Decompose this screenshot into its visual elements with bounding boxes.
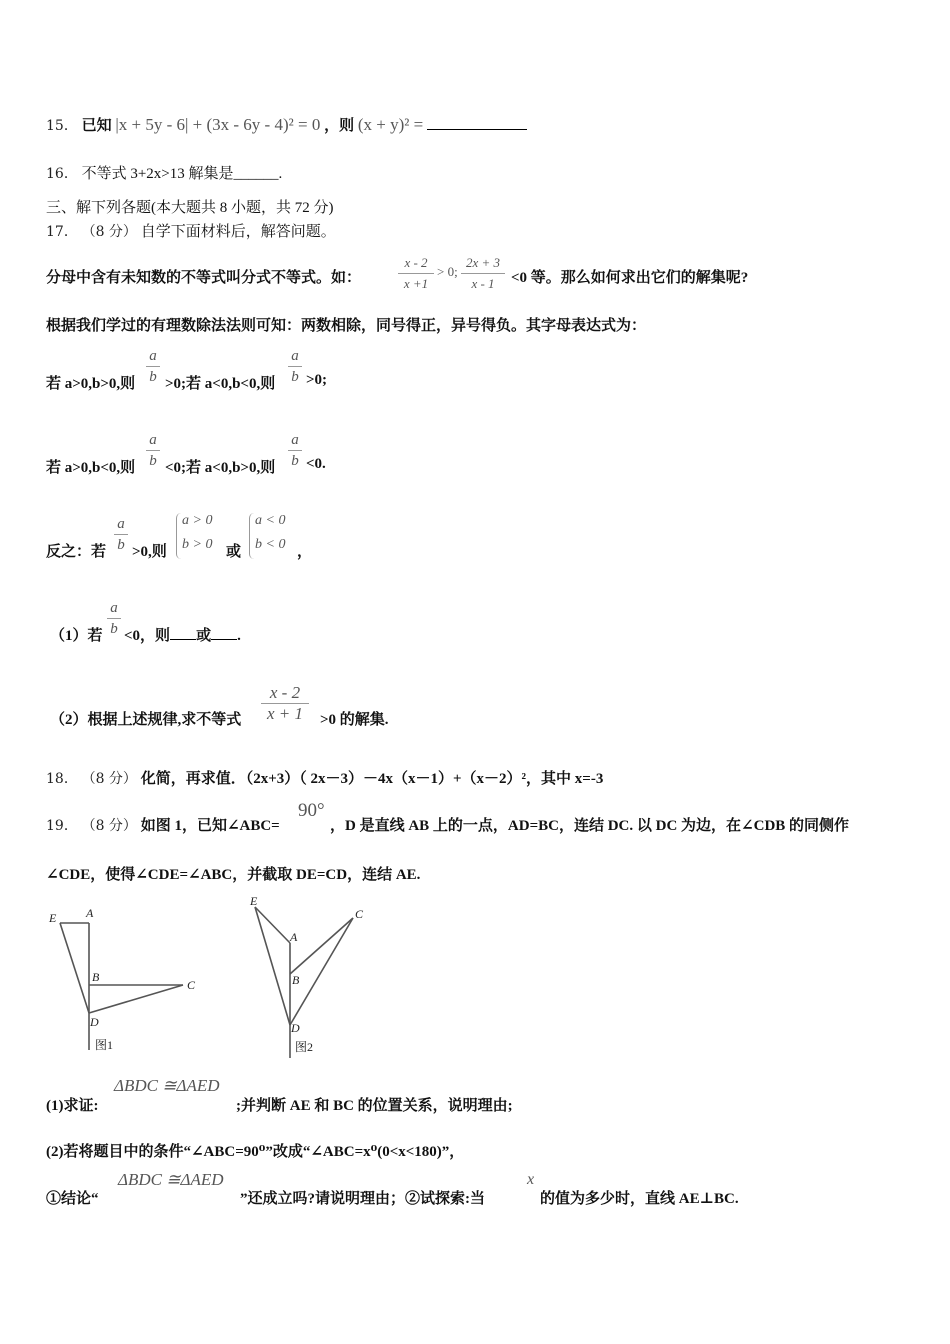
q15-known: 已知	[81, 118, 112, 134]
part2-b: >0 的解集.	[320, 712, 389, 728]
q17-intro: 自学下面材料后，解答问题。	[140, 224, 336, 240]
brace-icon	[176, 513, 181, 559]
system-line: a < 0	[255, 513, 286, 528]
converse-end: ，	[297, 544, 313, 560]
part2-a: （2）根据上述规律,求不等式	[50, 712, 242, 728]
denominator: b	[291, 369, 299, 385]
figure-caption: 图2	[295, 1040, 314, 1054]
question-number: 17．	[46, 224, 78, 240]
q19-line1-a: 如图 1，已知∠ABC=	[140, 818, 280, 834]
q18	[46, 767, 603, 788]
rule1-c: >0;	[306, 372, 328, 388]
system-1	[182, 509, 212, 557]
q19-p1-b: ;并判断 AE 和 BC 的位置关系，说明理由;	[236, 1098, 513, 1114]
label-a: A	[86, 906, 94, 920]
q17-header	[46, 220, 336, 241]
denominator: x - 1	[471, 276, 495, 291]
q16-end: .	[278, 166, 283, 182]
q15	[46, 114, 527, 135]
numerator: a	[110, 600, 118, 616]
denominator: b	[149, 369, 157, 385]
rule2-b: <0;若 a<0,b>0,则	[165, 460, 276, 476]
brace-icon	[249, 513, 254, 559]
denominator: b	[149, 453, 157, 469]
numerator: x - 2	[269, 683, 301, 702]
rule1-a: 若 a>0,b>0,则	[46, 376, 136, 392]
label-a: A	[290, 930, 298, 944]
numerator: 2x + 3	[465, 255, 501, 270]
q19-p2: (2)若将题目中的条件“∠ABC=90⁰”改成“∠ABC=x⁰(0<x<180)”，	[46, 1144, 465, 1160]
question-number: 19．	[46, 818, 78, 834]
q17-line1-pre: 分母中含有未知数的不等式叫分式不等式。如：	[46, 270, 362, 286]
fraction-a-over-b	[288, 347, 302, 386]
system-line: b < 0	[255, 537, 286, 552]
fraction-a-over-b	[146, 347, 160, 386]
question-number: 15．	[46, 118, 78, 134]
numerator: a	[117, 516, 125, 532]
label-c: C	[187, 978, 196, 992]
q15-then: ，则	[324, 118, 355, 134]
q15-expression: |x + 5y - 6| + (3x - 6y - 4)² = 0	[115, 115, 321, 134]
answer-blank[interactable]: ______	[233, 166, 279, 182]
q19-line1	[46, 814, 280, 835]
part1-line	[124, 624, 241, 645]
label-e: E	[49, 911, 57, 925]
numerator: a	[291, 348, 299, 364]
fraction-a-over-b	[146, 431, 160, 470]
answer-blank[interactable]	[170, 639, 196, 640]
fraction-a-over-b	[107, 599, 121, 638]
system-2	[255, 509, 285, 557]
q18-text: 化简，再求值．（2x+3）（ 2x－3）－4x（x－1）+（x－2）²，其中 x=-3	[140, 771, 604, 787]
denominator: x +1	[403, 276, 429, 291]
fraction	[461, 254, 505, 293]
converse-or: 或	[226, 544, 242, 560]
rule2-c: <0.	[306, 456, 326, 472]
answer-blank[interactable]	[427, 129, 527, 130]
q15-target: (x + y)² =	[357, 115, 424, 134]
system-line: a > 0	[182, 513, 213, 528]
figure-2	[240, 890, 380, 1065]
question-score: （8 分）	[81, 224, 137, 240]
numerator: a	[149, 348, 157, 364]
figure-1	[40, 895, 220, 1065]
denominator: b	[291, 453, 299, 469]
q19-p3-x: x	[527, 1171, 535, 1188]
label-b: B	[92, 970, 100, 984]
label-b: B	[292, 973, 300, 987]
q19-line2: ∠CDE，使得∠CDE=∠ABC，并截取 DE=CD，连结 AE.	[46, 867, 421, 883]
rule1-b: >0;若 a<0,b<0,则	[165, 376, 276, 392]
part1-or: 或	[196, 628, 212, 644]
fraction	[398, 254, 434, 293]
part1-a: （1）若	[50, 628, 103, 644]
label-c: C	[355, 907, 364, 921]
denominator: b	[110, 621, 118, 637]
label-d: D	[291, 1021, 300, 1035]
q16-text: 不等式 3+2x>13 解集是	[81, 166, 234, 182]
numerator: x - 2	[404, 255, 428, 270]
label-d: D	[90, 1015, 99, 1029]
q19-degree: 90°	[298, 800, 325, 821]
q17-gt0: > 0;	[437, 264, 458, 279]
converse-b: >0,则	[132, 544, 167, 560]
fraction-a-over-b	[288, 431, 302, 470]
system-line: b > 0	[182, 537, 213, 552]
denominator: b	[117, 537, 125, 553]
q19-line1-b: ，D 是直线 AB 上的一点，AD=BC，连结 DC. 以 DC 为边，在∠CDB 的同侧作	[330, 818, 850, 834]
answer-blank[interactable]	[211, 639, 237, 640]
question-score: （8 分）	[81, 771, 137, 787]
q19-p3-a: ①结论“	[46, 1191, 99, 1207]
q19-p3-b: ”还成立吗?请说明理由；②试探索:当	[240, 1191, 485, 1207]
question-number: 16．	[46, 166, 78, 182]
numerator: a	[291, 432, 299, 448]
q16	[46, 162, 282, 183]
q19-p1-a: (1)求证:	[46, 1098, 99, 1114]
section-title: 三、解下列各题(本大题共 8 小题，共 72 分)	[46, 200, 334, 216]
part1-b: <0，则	[124, 628, 171, 644]
q17-line2: 根据我们学过的有理数除法法则可知：两数相除，同号得正，异号得负。其字母表达式为：	[46, 318, 647, 334]
q17-line1-post: <0 等。那么如何求出它们的解集呢?	[511, 270, 749, 286]
converse-a: 反之：若	[46, 544, 107, 560]
fraction	[261, 684, 309, 723]
q19-p3-expr: ΔBDC ≅ΔAED	[118, 1170, 224, 1189]
q19-p1-expr: ΔBDC ≅ΔAED	[114, 1076, 220, 1095]
rule2-a: 若 a>0,b<0,则	[46, 460, 136, 476]
figure-caption: 图1	[95, 1038, 114, 1052]
label-e: E	[250, 894, 258, 908]
fraction-a-over-b	[114, 515, 128, 554]
denominator: x + 1	[266, 704, 304, 723]
question-number: 18．	[46, 771, 78, 787]
question-score: （8 分）	[81, 818, 137, 834]
numerator: a	[149, 432, 157, 448]
part1-end: .	[237, 628, 241, 644]
q19-p3-c: 的值为多少时，直线 AE⊥BC.	[540, 1191, 739, 1207]
